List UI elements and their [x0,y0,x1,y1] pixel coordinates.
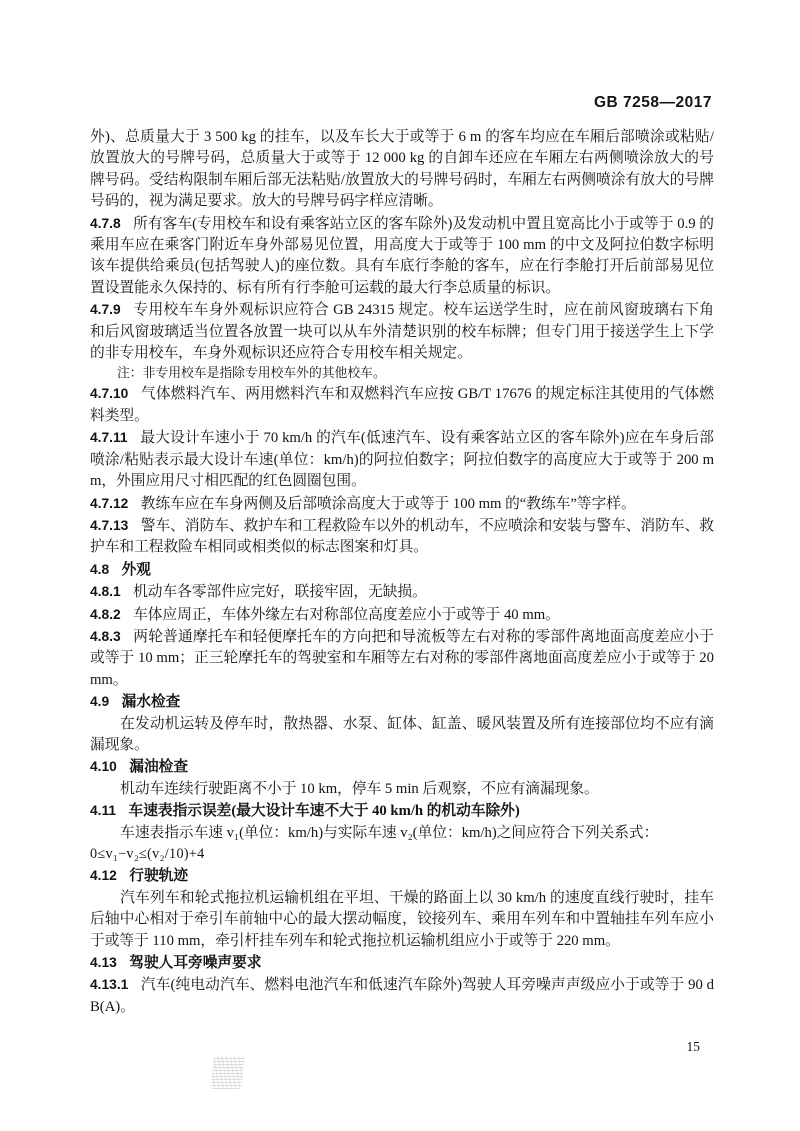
paragraph-text: 两轮普通摩托车和轻便摩托车的方向把和导流板等左右对称的零部件离地面高度差应小于或等于 10 mm；正三轮摩托车的驾驶室和车厢等左右对称的零部件离地面高度差应小于或等于 20 mm。 [90,628,714,688]
clause-number: 4.12 [90,868,117,884]
indented-paragraph [90,888,714,952]
clause-number: 4.8 [90,561,110,577]
clause-number: 4.13 [90,955,117,971]
clause-number: 4.7.12 [90,495,129,511]
heading-text: 行驶轨迹 [129,868,189,885]
stamp-watermark-icon [210,1056,244,1089]
heading-text: 驾驶人耳旁噪声要求 [129,955,262,972]
heading-text: 外观 [121,561,151,578]
paragraph-text: 0≤v₁−v₂≤(v₂/10)+4 [90,846,205,862]
formula-line [90,844,714,865]
indented-paragraph [90,779,714,800]
clause-number: 4.7.9 [90,302,121,318]
clause-paragraph [90,493,714,515]
page-number: 15 [686,1039,700,1054]
note-line [90,364,714,383]
paragraph-text: 最大设计车速小于 70 km/h 的汽车(低速汽车、设有乘客站立区的客车除外)应在车身后部喷涂/粘贴表示最大设计车速(单位：km/h)的阿拉伯数字；阿拉伯数字的高度应大于或等于 200 mm，外围应用尺寸相匹配的红色圆圈包围。 [90,430,714,490]
clause-paragraph [90,515,714,559]
clause-paragraph [90,626,714,691]
clause-number: 4.7.10 [90,386,129,402]
clause-paragraph [90,604,714,626]
heading-text: 漏水检查 [121,694,181,711]
section-heading [90,865,714,887]
clause-number: 4.7.11 [90,430,128,446]
clause-number: 4.7.13 [90,517,129,533]
indented-paragraph [90,823,714,844]
clause-paragraph [90,581,714,603]
clause-number: 4.13.1 [90,977,129,993]
section-heading [90,800,714,822]
document-body [90,127,714,1018]
paragraph-text: 机动车各零部件应完好，联接牢固，无缺损。 [133,584,427,601]
clause-paragraph [90,427,714,492]
section-heading [90,559,714,581]
paragraph-text: 教练车应在车身两侧及后部喷涂高度大于或等于 100 mm 的“教练车”等字样。 [140,495,636,512]
body-paragraph [90,127,714,213]
clause-number: 4.8.1 [90,584,121,600]
paragraph-text: 气体燃料汽车、两用燃料汽车和双燃料汽车应按 GB/T 17676 的规定标注其使用的气体燃料类型。 [90,386,714,424]
section-heading [90,756,714,778]
paragraph-text: 在发动机运转及停车时，散热器、水泵、缸体、缸盖、暖风装置及所有连接部位均不应有滴漏现象。 [90,715,714,753]
section-heading [90,952,714,974]
paragraph-text: 车速表指示车速 v₁(单位：km/h)与实际车速 v₂(单位：km/h)之间应符合下列关系式： [120,824,659,841]
clause-paragraph [90,299,714,364]
clause-number: 4.11 [90,803,117,819]
standard-number-header: GB 7258—2017 [593,94,712,111]
clause-paragraph [90,213,714,300]
clause-number: 4.8.3 [90,628,121,644]
heading-text: 漏油检查 [129,759,189,776]
clause-paragraph [90,974,714,1018]
paragraph-text: 注：非专用校车是指除专用校车外的其他校车。 [117,366,386,381]
clause-paragraph [90,383,714,427]
paragraph-text: 汽车列车和轮式拖拉机运输机组在平坦、干燥的路面上以 30 km/h 的速度直线行驶时，挂车后轴中心相对于牵引车前轴中心的最大摆动幅度，铰接列车、乘用车列车和中置轴挂车列车应小于或等于 110 mm，牵引杆挂车列车和轮式拖拉机运输机组应小于或等于 220 mm。 [90,889,714,949]
clause-number: 4.8.2 [90,606,121,622]
clause-number: 4.9 [90,694,110,710]
paragraph-text: 外)、总质量大于 3 500 kg 的挂车，以及车长大于或等于 6 m 的客车均应在车厢后部喷涂或粘贴/放置放大的号牌号码，总质量大于或等于 12 000 kg 的自卸车还应在车厢左右两侧喷涂放大的号牌号码。受结构限制车厢后部无法粘贴/放置放大的号牌号码时，车厢左右两侧喷涂有放大的号牌号码的，视为满足要求。放大的号牌号码字样应清晰。 [90,129,714,210]
paragraph-text: 车体应周正，车体外缘左右对称部位高度差应小于或等于 40 mm。 [133,606,560,623]
paragraph-text: 机动车连续行驶距离不小于 10 km，停车 5 min 后观察，不应有滴漏现象。 [120,780,599,797]
paragraph-text: 所有客车(专用校车和设有乘客站立区的客车除外)及发动机中置且宽高比小于或等于 0.9 的乘用车应在乘客门附近车身外部易见位置，用高度大于或等于 100 mm 的中文及阿拉伯数字标明该车提供给乘员(包括驾驶人)的座位数。具有车底行李舱的客车，应在行李舱打开后前部易见位置设置能永久保持的、标有所有行李舱可运载的最大行李总质量的标识。 [90,215,714,296]
section-heading [90,691,714,713]
paragraph-text: 警车、消防车、救护车和工程救险车以外的机动车，不应喷涂和安装与警车、消防车、救护车和工程救险车相同或相类似的标志图案和灯具。 [90,517,714,556]
paragraph-text: 专用校车车身外观标识应符合 GB 24315 规定。校车运送学生时，应在前风窗玻璃右下角和后风窗玻璃适当位置各放置一块可以从车外清楚识别的校车标牌；但专门用于接送学生上下学的非专用校车，车身外观标识还应符合专用校车相关规定。 [90,302,714,362]
clause-number: 4.10 [90,759,117,775]
heading-text: 车速表指示误差(最大设计车速不大于 40 km/h 的机动车除外) [128,803,520,820]
paragraph-text: 汽车(纯电动汽车、燃料电池汽车和低速汽车除外)驾驶人耳旁噪声声级应小于或等于 90 dB(A)。 [90,977,714,1015]
indented-paragraph [90,714,714,757]
clause-number: 4.7.8 [90,215,121,231]
